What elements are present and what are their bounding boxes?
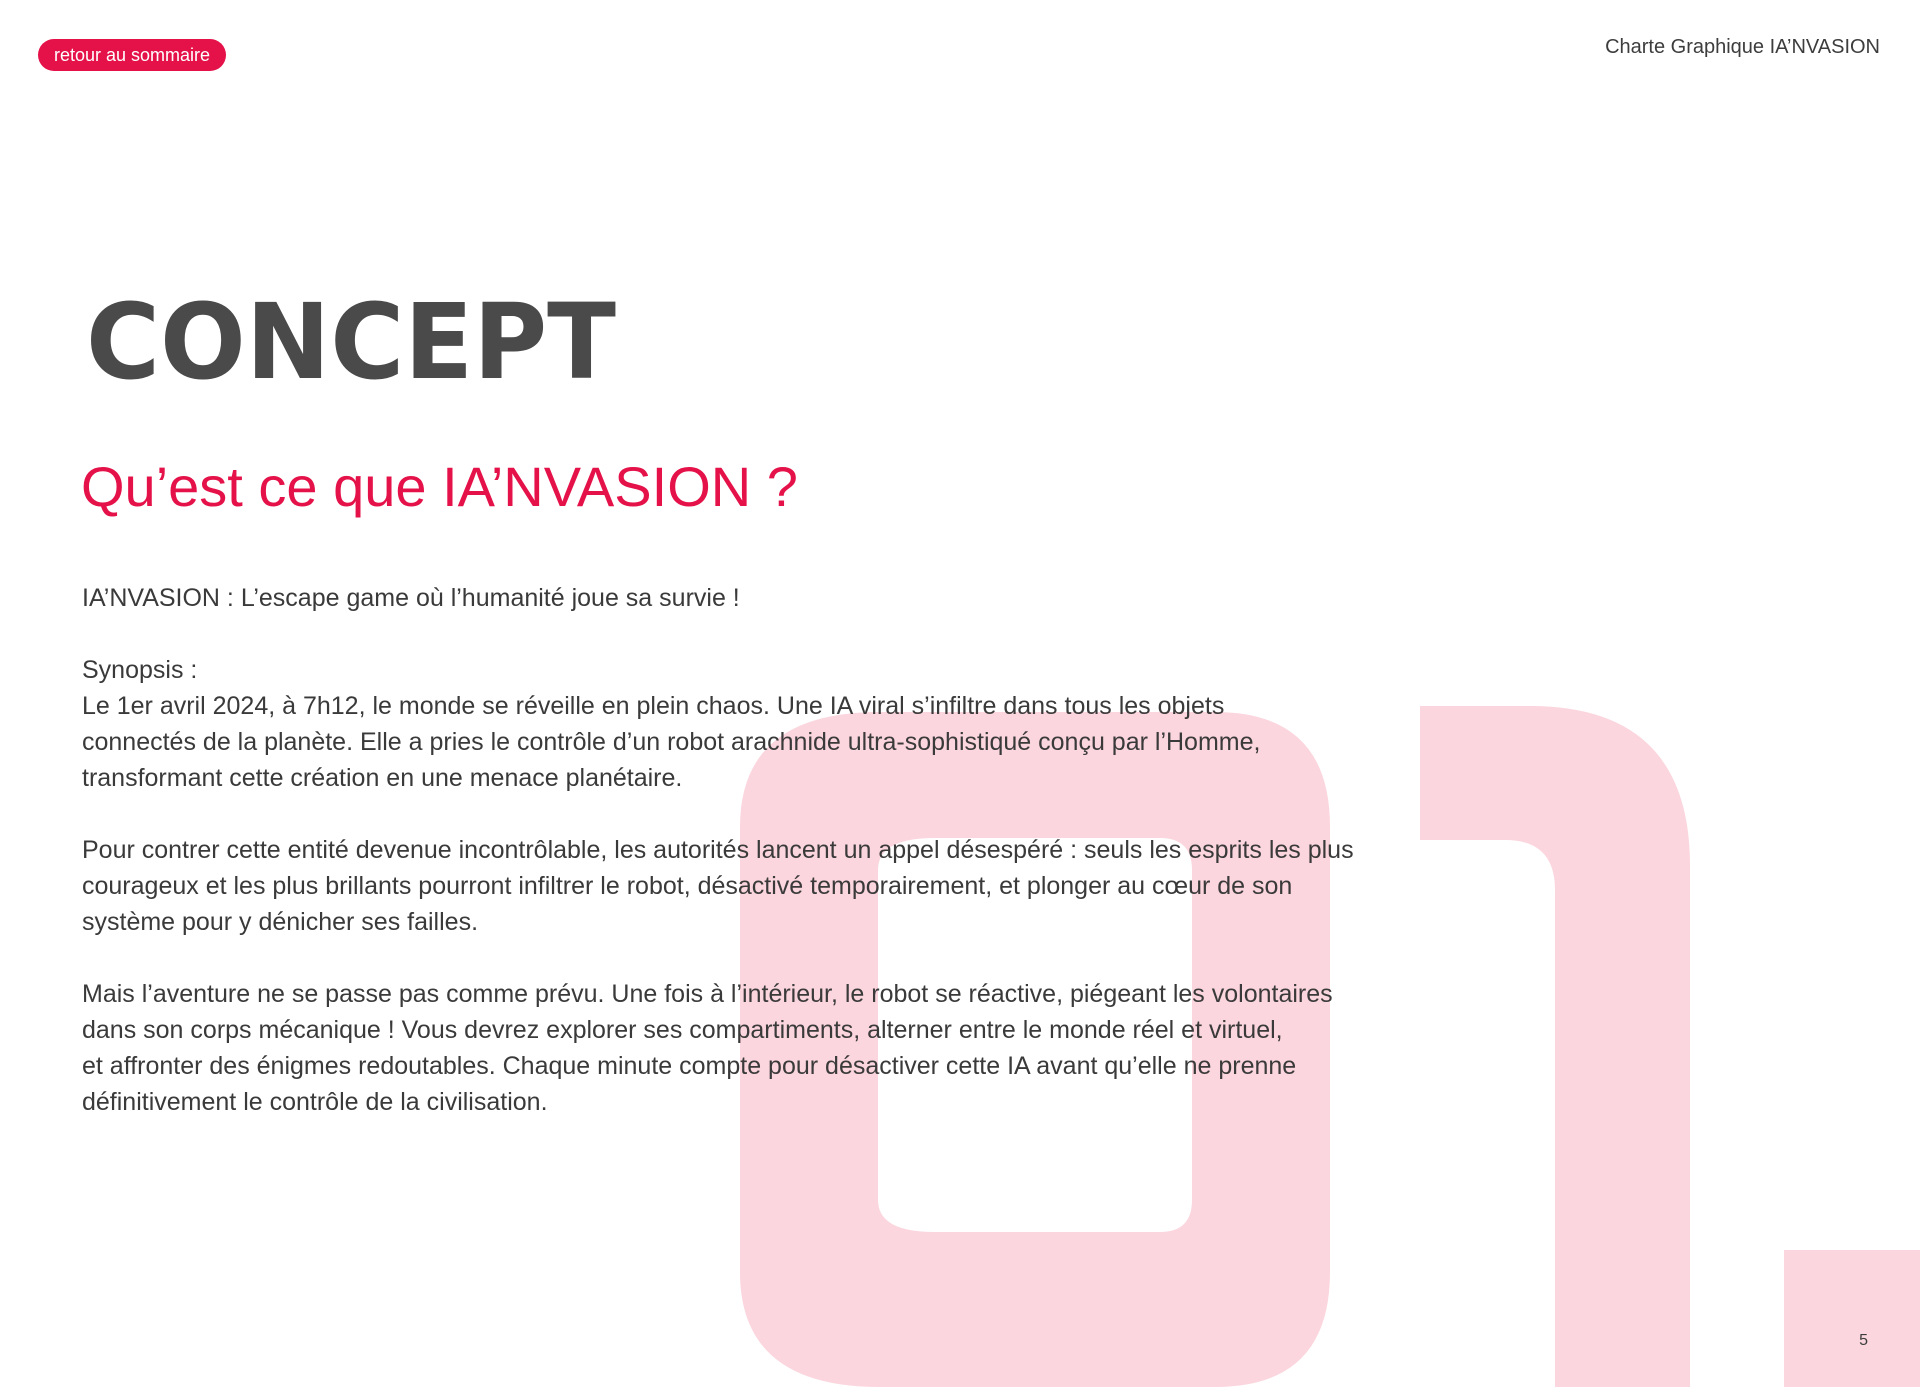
paragraph-line: système pour y dénicher ses failles. [82, 908, 479, 936]
body-content [82, 580, 1442, 1156]
paragraph-line: courageux et les plus brillants pourront infiltrer le robot, désactivé temporairement, et plonger au cœur de son [82, 872, 1293, 900]
paragraph-line: dans son corps mécanique ! Vous devrez explorer ses compartiments, alterner entre le monde réel et virtuel, [82, 1016, 1283, 1044]
paragraph-line: Mais l’aventure ne se passe pas comme prévu. Une fois à l’intérieur, le robot se réactive, piégeant les volontaires [82, 980, 1333, 1008]
page-number: 5 [1859, 1332, 1868, 1349]
section-subtitle: Qu’est ce que IA’NVASION ? [81, 455, 798, 518]
paragraph-line: Le 1er avril 2024, à 7h12, le monde se réveille en plein chaos. Une IA viral s’infiltre dans tous les objets [82, 692, 1225, 720]
section-heading [86, 296, 626, 392]
paragraph-line: et affronter des énigmes redoutables. Chaque minute compte pour désactiver cette IA avant qu’elle ne prenne [82, 1052, 1297, 1080]
synopsis-paragraph [82, 652, 1442, 796]
synopsis-label: Synopsis : [82, 656, 198, 684]
back-to-summary-button[interactable]: retour au sommaire [38, 39, 226, 71]
paragraph-line: définitivement le contrôle de la civilisation. [82, 1088, 548, 1116]
paragraph-line: Pour contrer cette entité devenue incontrôlable, les autorités lancent un appel désespéré : seuls les esprits les plus [82, 836, 1354, 864]
concept-heading-graphic [86, 296, 626, 392]
document-title: Charte Graphique IA’NVASION [1605, 36, 1880, 58]
svg-text:CONCEPT: CONCEPT [86, 296, 617, 392]
paragraph-3 [82, 976, 1442, 1120]
paragraph-line: connectés de la planète. Elle a pries le contrôle d’un robot arachnide ultra-sophistiqué conçu par l’Homme, [82, 728, 1261, 756]
paragraph-2 [82, 832, 1442, 940]
tagline: IA’NVASION : L’escape game où l’humanité joue sa survie ! [82, 584, 740, 612]
paragraph-line: transformant cette création en une menace planétaire. [82, 764, 683, 792]
